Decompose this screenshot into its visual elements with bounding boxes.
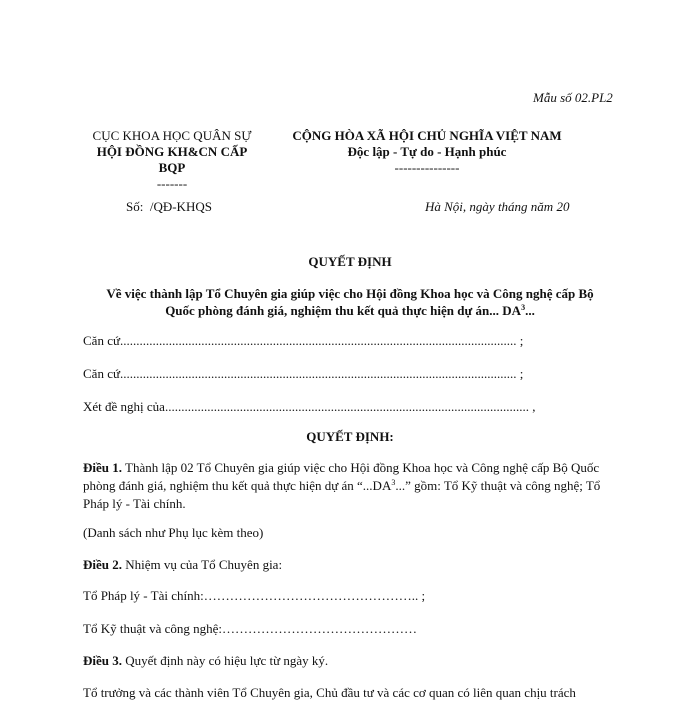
country-name: CỘNG HÒA XÃ HỘI CHỦ NGHĨA VIỆT NAM: [292, 128, 562, 143]
article-3-text: Quyết định này có hiệu lực từ ngày ký.: [122, 653, 329, 668]
article-3-label: Điều 3.: [83, 653, 122, 668]
closing-paragraph: Tổ trưởng và các thành viên Tổ Chuyên gia, Chủ đầu tư và các cơ quan có liên quan chịu trách: [83, 685, 576, 700]
article-1-text-end: ...” gồm: Tổ Kỹ thuật và công nghệ; Tổ Pháp lý - Tài chính.: [83, 478, 601, 511]
right-header: [272, 128, 582, 176]
article-1-text: Thành lập 02 Tổ Chuyên gia giúp việc cho Hội đồng Khoa học và Công nghệ cấp Bộ Quốc phòng đánh giá, nghiệm thu kết quả thực hiện dự án “...DA: [83, 460, 600, 493]
place-date: Hà Nội, ngày tháng năm 20: [425, 199, 570, 214]
article-2-label: Điều 2.: [83, 557, 122, 572]
appendix-note: (Danh sách như Phụ lục kèm theo): [83, 525, 264, 540]
article-2: [83, 557, 282, 573]
article-1-footnote-mark: 3: [391, 478, 396, 487]
basis-line-1: Căn cứ.......................................................................................................................... ;: [83, 333, 524, 348]
technical-team-line: Tổ Kỹ thuật và công nghệ:………………………………………: [83, 621, 417, 636]
agency-name: CỤC KHOA HỌC QUÂN SỰ: [92, 128, 252, 143]
subject-line2-text: Quốc phòng đánh giá, nghiệm thu kết quả thực hiện dự án... DA: [165, 303, 522, 318]
legal-finance-team-line: Tổ Pháp lý - Tài chính:………………………………………….. ;: [83, 588, 426, 603]
council-name-line2: BQP: [158, 160, 186, 175]
number-label: Số:: [126, 199, 144, 214]
subject-footnote-mark: 3: [521, 303, 526, 312]
document-number: [126, 199, 212, 215]
article-2-text: Nhiệm vụ của Tổ Chuyên gia:: [122, 557, 283, 572]
right-separator: ---------------: [394, 160, 460, 175]
subject-line1: Về việc thành lập Tổ Chuyên gia giúp việc cho Hội đồng Khoa học và Công nghệ cấp Bộ: [106, 286, 594, 301]
document-subject: [0, 285, 700, 319]
basis-line-2: Căn cứ.......................................................................................................................... ;: [83, 366, 524, 381]
article-1: [83, 459, 623, 513]
national-motto: Độc lập - Tự do - Hạnh phúc: [347, 144, 507, 159]
subject-line2-ellipsis: ...: [525, 303, 535, 318]
proposal-line: Xét đề nghị của................................................................................................................ ,: [83, 399, 536, 414]
article-3: [83, 653, 328, 669]
document-title: QUYẾT ĐỊNH: [308, 254, 392, 269]
number-value: /QĐ-KHQS: [149, 199, 212, 214]
decision-heading: QUYẾT ĐỊNH:: [306, 429, 394, 444]
left-separator: -------: [156, 176, 188, 191]
left-header: [82, 128, 262, 192]
form-number: Mẫu số 02.PL2: [533, 90, 613, 105]
article-1-label: Điều 1.: [83, 460, 122, 475]
subject-line2: [0, 302, 700, 319]
council-name-line1: HỘI ĐỒNG KH&CN CẤP: [96, 144, 248, 159]
